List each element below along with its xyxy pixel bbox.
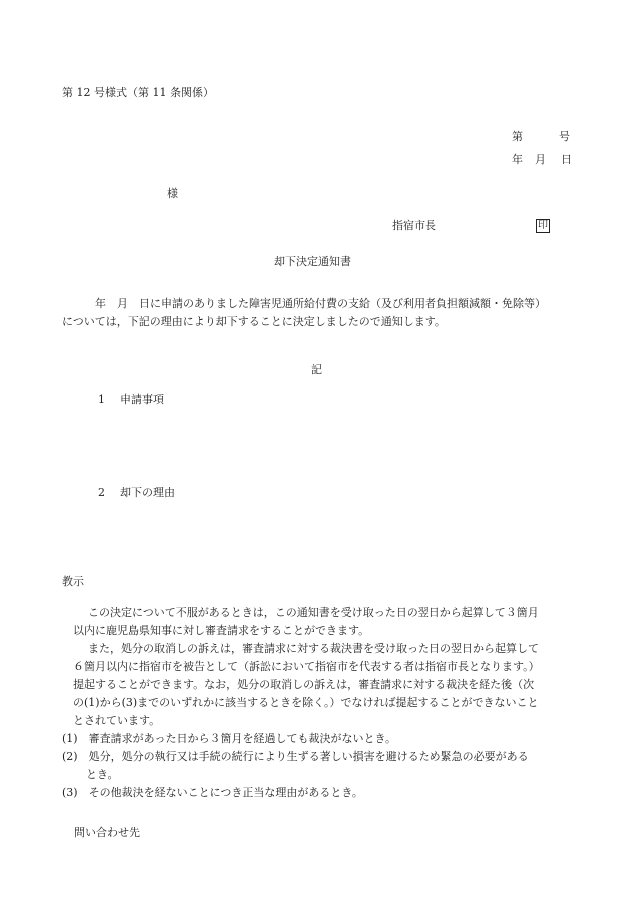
item-number: 2 bbox=[98, 486, 105, 499]
notice-line: の(1)から(3)までのいずれかに該当するときを除く。）でなければ提起することができないこと bbox=[73, 696, 539, 709]
notice-line: この決定について不服があるときは，この通知書を受け取った日の翌日から起算して３箇月 bbox=[88, 606, 539, 619]
date-year: 年 bbox=[512, 153, 523, 166]
form-header: 第 12 号様式（第 11 条関係） bbox=[62, 86, 214, 99]
sender-name: 指宿市長 bbox=[392, 219, 436, 232]
notice-line: 提起することができます。なお，処分の取消しの訴えは，審査請求に対する裁決を経た後（次 bbox=[73, 678, 535, 691]
item-number: 1 bbox=[98, 393, 105, 406]
seal-mark: 印 bbox=[538, 220, 548, 231]
notice-line: とされています。 bbox=[73, 714, 161, 727]
date-day: 日 bbox=[561, 153, 572, 166]
document-title: 却下決定通知書 bbox=[274, 255, 351, 268]
item-label: 却下の理由 bbox=[120, 486, 175, 499]
notice-line: (2) 処分，処分の執行又は手続の続行により生ずる著しい損害を避けるため緊急の必要がある bbox=[62, 750, 529, 763]
doc-number-dai: 第 bbox=[512, 130, 523, 143]
notice-line: 以内に鹿児島県知事に対し審査請求をすることができます。 bbox=[73, 624, 370, 637]
notice-line: とき。 bbox=[86, 768, 119, 781]
body-paragraph bbox=[62, 295, 546, 331]
date-month: 月 bbox=[535, 153, 546, 166]
notice-line: また，処分の取消しの訴えは，審査請求に対する裁決書を受け取った日の翌日から起算して bbox=[88, 642, 539, 655]
body-line: については，下記の理由により却下することに決定しましたので通知します。 bbox=[62, 315, 446, 328]
addressee-suffix: 様 bbox=[167, 187, 178, 200]
notice-line: (1) 審査請求があった日から３箇月を経過しても裁決がないとき。 bbox=[62, 732, 397, 745]
notice-heading: 教示 bbox=[62, 575, 84, 588]
notice-line: ６箇月以内に指宿市を被告として（訴訟において指宿市を代表する者は指宿市長となります。） bbox=[73, 660, 540, 673]
item-label: 申請事項 bbox=[120, 393, 164, 406]
doc-number-go: 号 bbox=[559, 130, 570, 143]
ki-heading: 記 bbox=[311, 363, 322, 376]
contact-label: 問い合わせ先 bbox=[74, 826, 140, 839]
notice-line: (3) その他裁決を経ないことにつき正当な理由があるとき。 bbox=[62, 786, 363, 799]
body-line: 年 月 日に申請のありました障害児通所給付費の支給（及び利用者負担額減額・免除等） bbox=[95, 297, 546, 310]
notice-section bbox=[62, 604, 540, 802]
